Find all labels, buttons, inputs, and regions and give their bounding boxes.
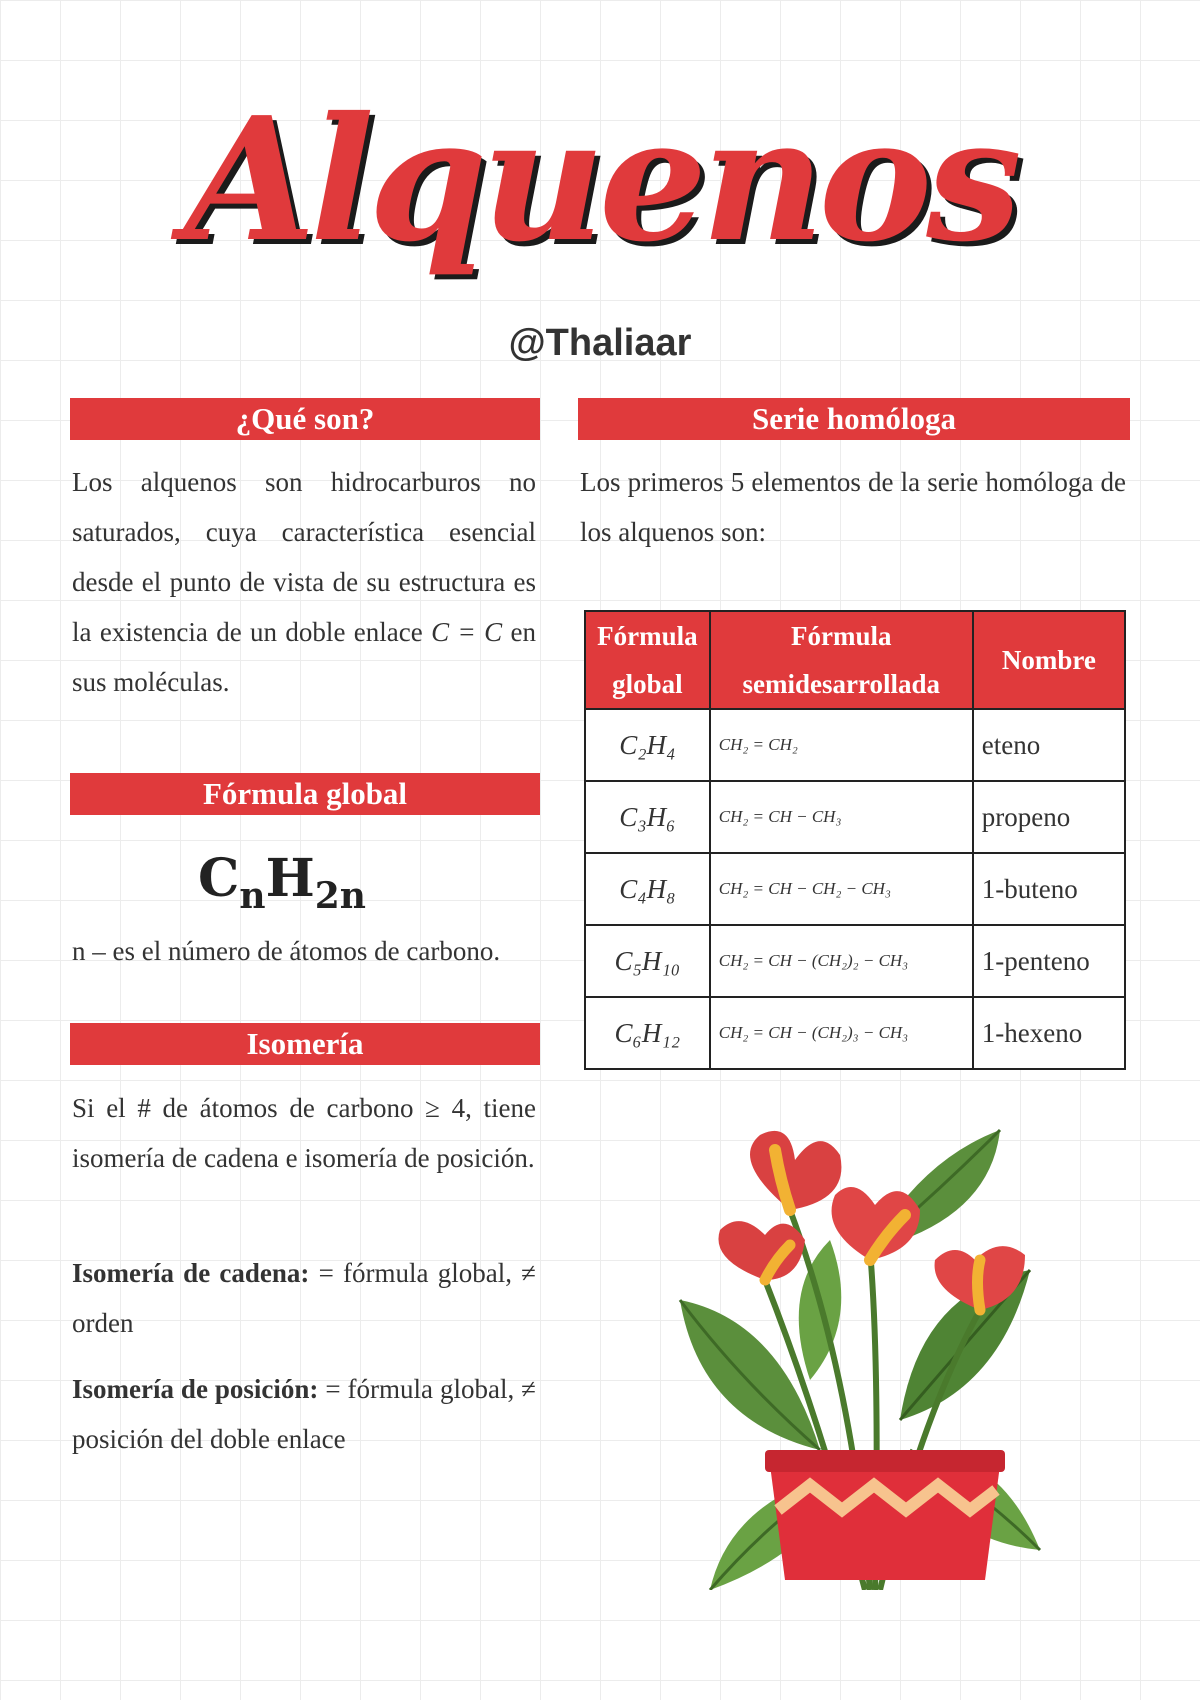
table-row [585,997,1125,1069]
plant-illustration [670,1120,1070,1590]
column-header-name: Nombre [973,611,1125,709]
cell-name: 1-penteno [973,925,1125,997]
general-formula [198,848,366,917]
table-row [585,925,1125,997]
cell-name: 1-buteno [973,853,1125,925]
que-son-text: Los alquenos son hidrocarburos no saturados, cuya característica esencial desde el punto de vista de su estructura es la existencia de un doble enlace [72,467,536,647]
cell-semi: CH₂ = CH₂ [710,709,973,781]
serie-intro: Los primeros 5 elementos de la serie homóloga de los alquenos son: [580,467,1126,547]
table-row [585,781,1125,853]
cell-global: C₄H₈ [585,853,710,925]
isomeria-posicion [72,1364,536,1464]
isomeria-posicion-label: Isomería de posición: [72,1374,319,1404]
isomeria-intro: Si el # de átomos de carbono ≥ 4, tiene isomería de cadena e isomería de posición. [72,1093,536,1173]
cell-name: 1-hexeno [973,997,1125,1069]
cell-global: C₃H₆ [585,781,710,853]
flower-pot [765,1450,1005,1580]
formula-hydrogen-index: 2n [314,875,366,917]
homologous-series-table [584,610,1126,1070]
isomeria-posicion-text: = fórmula global, ≠ posición del doble enlace [72,1374,536,1454]
formula-hydrogen: H [265,848,315,909]
cell-global: C₅H₁₀ [585,925,710,997]
table-header-row [585,611,1125,709]
section-heading-isomeria: Isomería [70,1023,540,1065]
que-son-text-end: en sus moléculas. [72,617,536,697]
formula-carbon-index: n [239,875,266,917]
author-handle: @Thaliaar [508,322,692,364]
section-heading-serie: Serie homóloga [578,398,1130,440]
isomeria-cadena-text: = fórmula global, ≠ orden [72,1258,536,1338]
section-heading-formula-global: Fórmula global [70,773,540,815]
cell-global: C₂H₄ [585,709,710,781]
que-son-paragraph [72,457,536,707]
cell-name: propeno [973,781,1125,853]
cell-semi: CH₂ = CH − (CH₂)₃ − CH₃ [710,997,973,1069]
page-title: Alquenos [184,80,1016,280]
isomeria-cadena-label: Isomería de cadena: [72,1258,310,1288]
cell-semi: CH₂ = CH − CH₃ [710,781,973,853]
column-header-semi: Fórmula semidesarrollada [710,611,973,709]
isomeria-cadena [72,1248,536,1348]
formula-note: n – es el número de átomos de carbono. [72,936,501,966]
cell-name: eteno [973,709,1125,781]
formula-carbon: C [198,848,240,909]
cell-global: C₆H₁₂ [585,997,710,1069]
table-row [585,853,1125,925]
cell-semi: CH₂ = CH − (CH₂)₂ − CH₃ [710,925,973,997]
cell-semi: CH₂ = CH − CH₂ − CH₃ [710,853,973,925]
table-row [585,709,1125,781]
column-header-global: Fórmula global [585,611,710,709]
section-heading-que-son: ¿Qué son? [70,398,540,440]
double-bond-formula: C = C [431,617,503,647]
